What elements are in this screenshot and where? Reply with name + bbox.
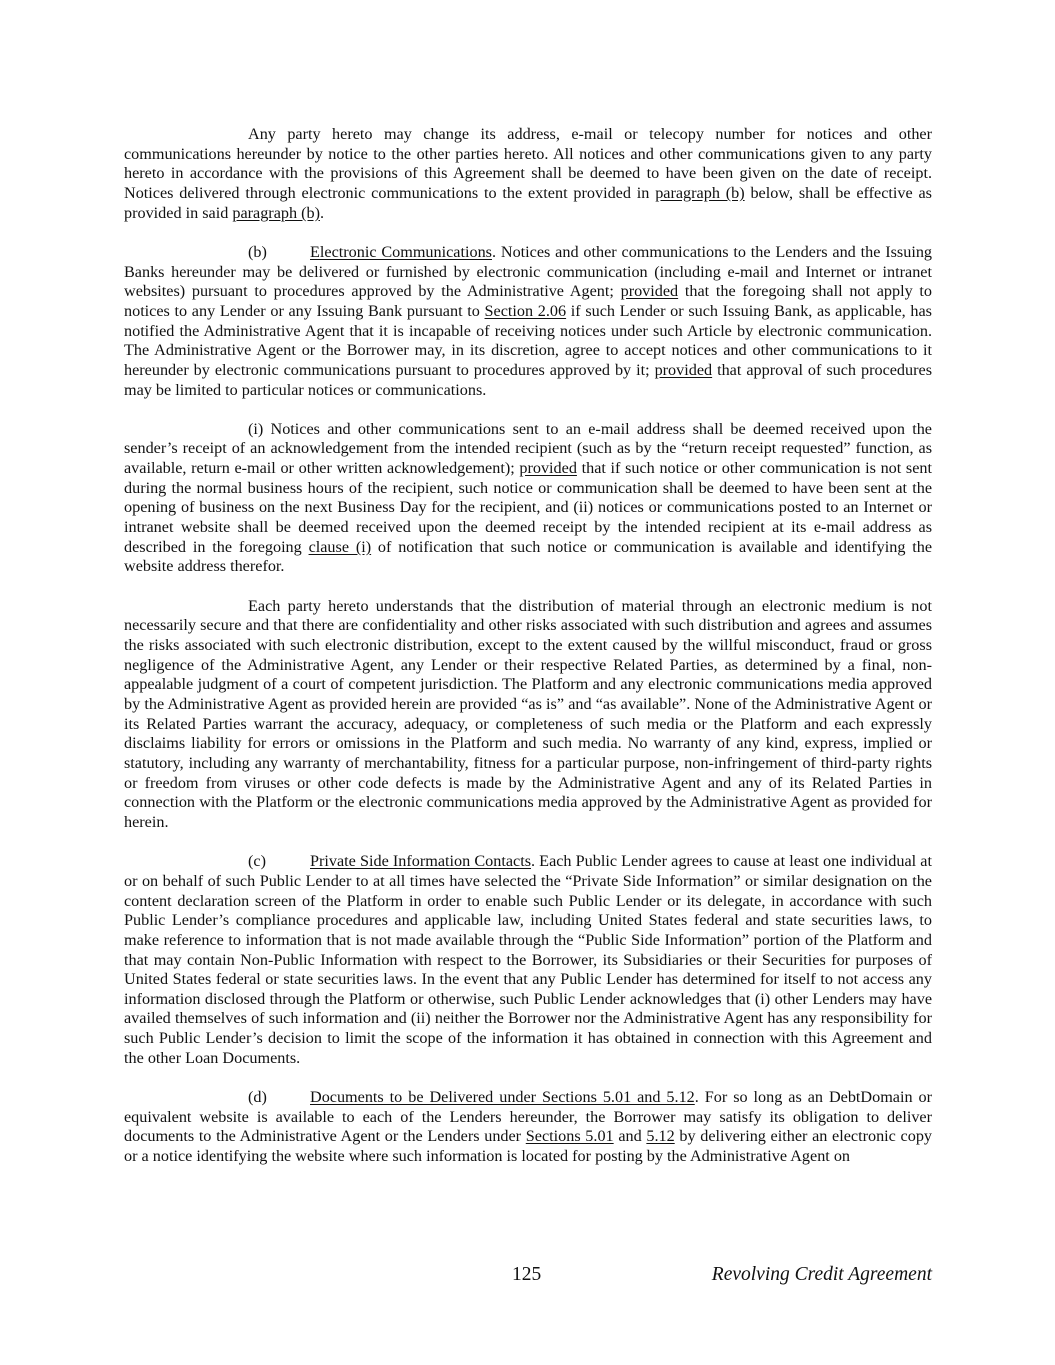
text: .	[320, 203, 325, 222]
provided-term: provided	[654, 360, 713, 379]
paragraph-b-reference: paragraph (b)	[232, 203, 320, 222]
text: Any party hereto may change its address, e-mail or telecopy number for notices and other communications hereunder by notice to the other parties hereto. All notices and other communications given to any party hereto in accordance with the provisions of this Agreement shall be deemed to have been given on the date of receipt. Notices delivered through electronic communications to the extent provided in	[124, 125, 932, 202]
text: . Each Public Lender agrees to cause at least one individual at or on behalf of such Public Lender to at all times have selected the “Private Side Information” or similar designation on the content declaration screen of the Platform in order to enable such Public Lender or its delegate, in accordance with such Public Lender’s compliance procedures and applicable law, including United States federal and state securities laws, to make reference to information that is not made available through the “Public Side Information” portion of the Platform and that may contain Non-Public Information with respect to the Borrower, its Subsidiaries or their Securities for purposes of United States federal or state securities laws. In the event that any Public Lender has determined for itself to not access any information disclosed through the Platform or otherwise, such Public Lender acknowledges that (i) other Lenders may have availed themselves of such information and (ii) neither the Borrower nor the Administrative Agent has any responsibility for such Public Lender’s decision to limit the scope of the information it has obtained in connection with this Agreement and the other Loan Documents.	[124, 852, 932, 1067]
clause-reference: clause (i)	[308, 537, 372, 556]
text: . Notices and other communications to the Lenders and the Issuing Banks hereunder may be delivered or furnished by electronic communication (including e-mail and Internet or intranet websites) pursuant to procedures approved by the Administrative Agent;	[124, 242, 933, 301]
section-reference: 5.12	[646, 1127, 675, 1146]
paragraph-documents-delivered	[124, 1088, 932, 1167]
page-number: 125	[512, 1264, 542, 1285]
paragraph-b-reference: paragraph (b)	[655, 183, 745, 202]
paragraph-private-side-information	[124, 852, 932, 1068]
paragraph-electronic-communications	[124, 243, 932, 400]
text: that if such notice or other communication is not sent during the normal business hours of the recipient, such notice or communication shall be deemed to have been sent at the opening of business on the next Business Day for the recipient, and (ii) notices or communications posted to an Internet or intranet website shall be deemed received upon the deemed receipt by the intended recipient at its e-mail address as described in the foregoing	[124, 459, 932, 556]
text: that the foregoing shall not apply to notices to any Lender or any Issuing Bank pursuant to	[124, 282, 933, 320]
text: (i) Notices and other communications sent to an e-mail address shall be deemed received upon the sender’s receipt of an acknowledgement from the intended recipient (such as by the “return receipt requested” function, as available, return e-mail or other written acknowledgement);	[124, 419, 932, 478]
text: . For so long as an DebtDomain or equivalent website is available to each of the Lenders hereunder, the Borrower may satisfy its obligation to deliver documents to the Administrative Agent or the Lenders under	[124, 1088, 932, 1146]
text: below, shall be effective as provided in said	[124, 183, 932, 222]
text: of notification that such notice or communication is available and identifying the website address therefor.	[124, 537, 932, 576]
section-reference: Section 2.06	[484, 301, 567, 320]
paragraph-change-address	[124, 125, 932, 223]
document-title: Revolving Credit Agreement	[711, 1264, 932, 1285]
provided-term: provided	[620, 282, 679, 301]
section-heading: Electronic Communications	[310, 242, 492, 261]
provided-term: provided	[519, 459, 577, 478]
text: and	[613, 1127, 647, 1146]
document-page	[124, 125, 932, 1186]
text: if such Lender or such Issuing Bank, as applicable, has notified the Administrative Agent that it is incapable of receiving notices under such Article by electronic communication. The Administrative Agent or the Borrower may, in its discretion, agree to accept notices and other communications to it hereunder by electronic communications pursuant to procedures approved by it;	[124, 301, 932, 379]
section-heading: Private Side Information Contacts	[310, 852, 531, 871]
paragraph-electronic-distribution-risk: Each party hereto understands that the distribution of material through an electronic medium is not necessarily secure and that there are confidentiality and other risks associated with such distribution and agrees and assumes the risks associated with such electronic distribution, except to the extent caused by the willful misconduct, fraud or gross negligence of the Administrative Agent, any Lender or their respective Related Parties, as determined by a final, non-appealable judgment of a court of competent jurisdiction. The Platform and any electronic communications media approved by the Administrative Agent as provided herein are provided “as is” and “as available”. None of the Administrative Agent or its Related Parties warrant the accuracy, adequacy, or completeness of such media or the Platform and each expressly disclaims liability for errors or omissions in the Platform and such media. No warranty of any kind, express, implied or statutory, including any warranty of merchantability, fitness for a particular purpose, non-infringement of third-party rights or freedom from viruses or other code defects is made by the Administrative Agent and any of its Related Parties in connection with the Platform or the electronic communications media approved by the Administrative Agent as provided for herein.	[124, 596, 932, 831]
text: by delivering either an electronic copy or a notice identifying the website where such information is located for posting by the Administrative Agent on	[124, 1127, 933, 1166]
section-heading: Documents to be Delivered under Sections 5.01 and 5.12	[310, 1088, 695, 1107]
text: that approval of such procedures may be limited to particular notices or communications.	[124, 360, 932, 399]
section-reference: Sections 5.01	[525, 1127, 614, 1146]
section-label: (c)	[248, 852, 266, 871]
page-footer	[0, 1264, 1055, 1288]
paragraph-email-notices	[124, 420, 932, 577]
section-label: (d)	[248, 1088, 267, 1107]
section-label: (b)	[248, 242, 267, 261]
